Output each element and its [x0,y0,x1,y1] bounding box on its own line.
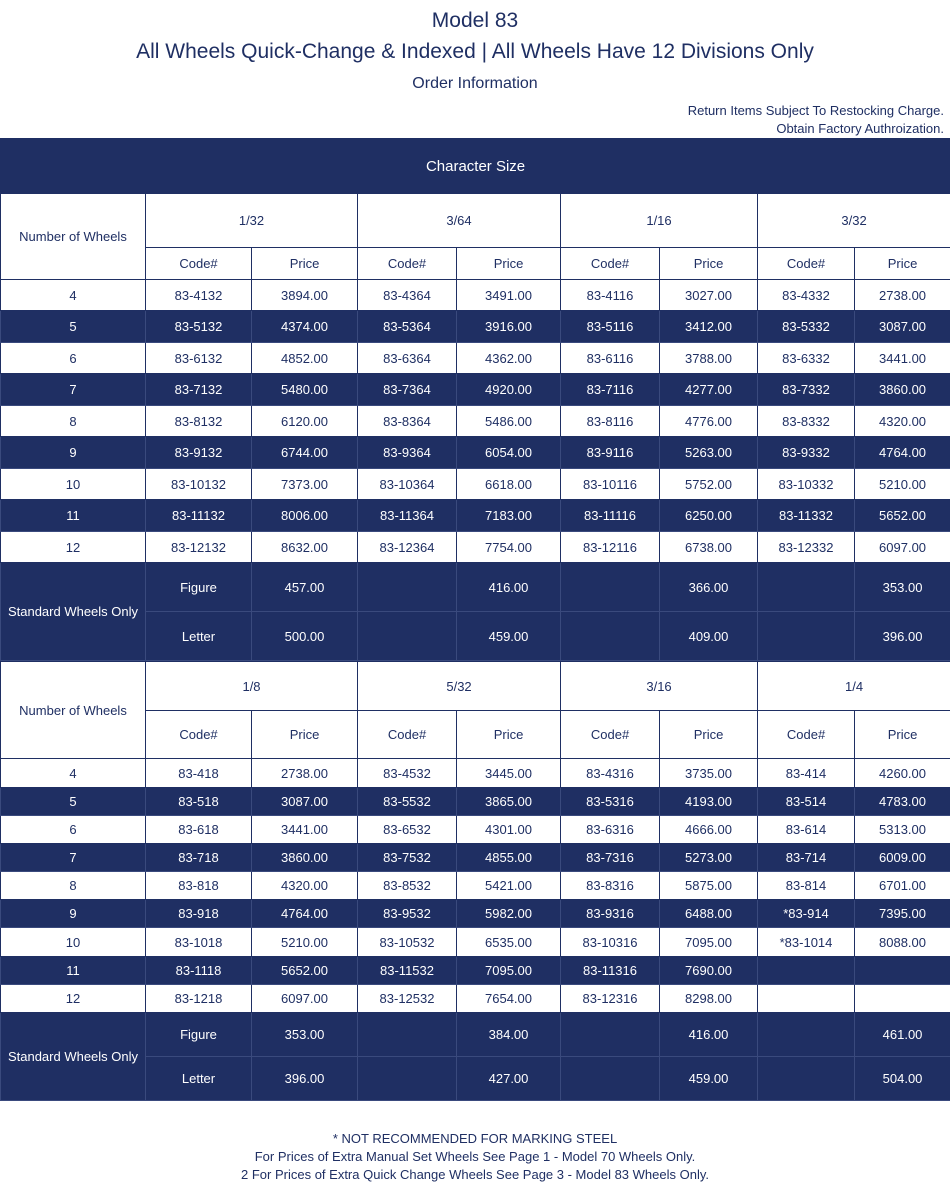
price-column-header: Price [252,711,358,759]
wheel-count-cell: 6 [1,816,146,844]
price-table-large-sizes [0,661,950,1101]
price-cell: 6744.00 [252,437,358,469]
price-cell: 5210.00 [855,469,950,500]
code-cell: 83-9332 [758,437,855,469]
table-row [1,343,950,374]
code-cell: 83-6364 [358,343,457,374]
blank-cell [358,1013,457,1057]
table-row [1,900,950,928]
table-row [1,374,950,406]
code-cell: 83-5316 [561,788,660,816]
code-cell: 83-6116 [561,343,660,374]
code-cell: 83-514 [758,788,855,816]
price-cell: 7373.00 [252,469,358,500]
page-title: Model 83 [431,9,519,32]
table-row [1,957,950,985]
wheel-count-cell: 8 [1,406,146,437]
price-cell: 6097.00 [855,532,950,563]
code-column-header: Code# [758,711,855,759]
price-cell: 5273.00 [660,844,758,872]
code-cell: 83-618 [146,816,252,844]
size-header-row [1,662,950,711]
wheel-count-cell: 6 [1,343,146,374]
price-column-header: Price [252,248,358,280]
code-cell: 83-7116 [561,374,660,406]
character-size-row [1,139,950,194]
letter-price-cell: 459.00 [660,1057,758,1101]
wheel-count-cell: 4 [1,759,146,788]
code-cell: 83-1018 [146,928,252,957]
table-row [1,437,950,469]
price-cell: 6250.00 [660,500,758,532]
blank-cell [758,612,855,661]
wheel-count-cell: 5 [1,788,146,816]
code-cell: 83-5532 [358,788,457,816]
table-row [1,844,950,872]
price-column-header: Price [855,248,950,280]
code-cell: 83-11116 [561,500,660,532]
figure-price-cell: 461.00 [855,1013,950,1057]
price-cell: 5480.00 [252,374,358,406]
price-cell: 3860.00 [855,374,950,406]
price-cell: 4320.00 [855,406,950,437]
code-cell: 83-7332 [758,374,855,406]
blank-cell [758,563,855,612]
price-cell: 3441.00 [855,343,950,374]
price-cell: 3491.00 [457,280,561,311]
code-cell: 83-7364 [358,374,457,406]
code-column-header: Code# [146,248,252,280]
letter-price-cell: 409.00 [660,612,758,661]
price-cell: 4320.00 [252,872,358,900]
table-row [1,406,950,437]
blank-cell [358,1057,457,1101]
price-cell: 8632.00 [252,532,358,563]
letter-price-cell: 427.00 [457,1057,561,1101]
wheel-count-cell: 5 [1,311,146,343]
price-cell: 6009.00 [855,844,950,872]
price-cell: 5313.00 [855,816,950,844]
code-cell: *83-1014 [758,928,855,957]
price-cell: 4855.00 [457,844,561,872]
restocking-note: Return Items Subject To Restocking Charge. [687,103,944,118]
number-of-wheels-header: Number of Wheels [1,662,146,759]
code-cell: 83-5364 [358,311,457,343]
code-cell: 83-4532 [358,759,457,788]
authorization-note: Obtain Factory Authroization. [776,121,944,136]
code-cell: 83-614 [758,816,855,844]
code-cell: 83-4316 [561,759,660,788]
price-cell: 6535.00 [457,928,561,957]
code-cell: 83-11316 [561,957,660,985]
price-cell: 4374.00 [252,311,358,343]
code-cell: 83-8316 [561,872,660,900]
price-cell: 3865.00 [457,788,561,816]
price-cell: 4920.00 [457,374,561,406]
code-cell: 83-10364 [358,469,457,500]
code-column-header: Code# [358,248,457,280]
blank-cell [358,563,457,612]
code-cell: 83-418 [146,759,252,788]
code-cell: 83-6532 [358,816,457,844]
code-cell: 83-12532 [358,985,457,1013]
code-cell: 83-9316 [561,900,660,928]
blank-cell [758,1013,855,1057]
code-cell: 83-4116 [561,280,660,311]
price-cell: 8088.00 [855,928,950,957]
price-table-small-sizes [0,138,950,661]
size-header: 1/32 [146,194,358,248]
price-cell: 4764.00 [855,437,950,469]
table-row [1,759,950,788]
wheel-count-cell: 12 [1,985,146,1013]
table-row [1,532,950,563]
code-cell: 83-8116 [561,406,660,437]
price-cell: 3788.00 [660,343,758,374]
size-header: 1/4 [758,662,950,711]
code-cell: 83-7316 [561,844,660,872]
number-of-wheels-header: Number of Wheels [1,194,146,280]
wheel-count-cell: 10 [1,928,146,957]
size-header: 1/16 [561,194,758,248]
price-cell: 3916.00 [457,311,561,343]
price-cell: 6738.00 [660,532,758,563]
code-cell: 83-10332 [758,469,855,500]
price-cell: 5486.00 [457,406,561,437]
price-cell: 4776.00 [660,406,758,437]
footer-quick-change-note: 2 For Prices of Extra Quick Change Wheels See Page 3 - Model 83 Wheels Only. [241,1167,709,1182]
price-column-header: Price [457,248,561,280]
code-column-header: Code# [561,711,660,759]
price-cell: 7690.00 [660,957,758,985]
wheel-count-cell: 7 [1,374,146,406]
price-cell: 3441.00 [252,816,358,844]
price-cell: 5875.00 [660,872,758,900]
table-row [1,469,950,500]
price-cell: 5752.00 [660,469,758,500]
code-cell: 83-6332 [758,343,855,374]
code-cell: 83-9364 [358,437,457,469]
blank-cell [358,612,457,661]
wheel-count-cell: 11 [1,500,146,532]
code-cell: 83-11364 [358,500,457,532]
code-cell: *83-914 [758,900,855,928]
size-header-row [1,194,950,248]
code-cell: 83-814 [758,872,855,900]
code-cell: 83-10532 [358,928,457,957]
price-cell: 3087.00 [855,311,950,343]
price-cell: 8298.00 [660,985,758,1013]
code-cell: 83-10132 [146,469,252,500]
standard-figure-row [1,1013,950,1057]
blank-cell [561,563,660,612]
letter-label: Letter [146,612,252,661]
blank-cell [561,612,660,661]
standard-figure-row [1,563,950,612]
code-cell: 83-5332 [758,311,855,343]
letter-label: Letter [146,1057,252,1101]
code-cell: 83-818 [146,872,252,900]
code-cell: 83-12364 [358,532,457,563]
code-cell: 83-9116 [561,437,660,469]
wheel-count-cell: 8 [1,872,146,900]
price-cell: 7395.00 [855,900,950,928]
wheel-count-cell: 9 [1,900,146,928]
code-cell: 83-10116 [561,469,660,500]
price-cell: 6618.00 [457,469,561,500]
letter-price-cell: 500.00 [252,612,358,661]
price-cell: 5652.00 [855,500,950,532]
wheel-count-cell: 12 [1,532,146,563]
code-cell: 83-9132 [146,437,252,469]
code-cell: 83-12332 [758,532,855,563]
table-row [1,280,950,311]
price-cell: 4362.00 [457,343,561,374]
code-cell: 83-714 [758,844,855,872]
code-cell: 83-11332 [758,500,855,532]
price-column-header: Price [660,711,758,759]
code-cell [758,985,855,1013]
figure-price-cell: 353.00 [252,1013,358,1057]
code-cell: 83-918 [146,900,252,928]
price-cell: 4260.00 [855,759,950,788]
price-cell: 5982.00 [457,900,561,928]
figure-price-cell: 416.00 [660,1013,758,1057]
price-cell: 5263.00 [660,437,758,469]
price-cell: 3860.00 [252,844,358,872]
price-cell: 4193.00 [660,788,758,816]
footer-steel-note: * NOT RECOMMENDED FOR MARKING STEEL [332,1131,618,1146]
figure-price-cell: 416.00 [457,563,561,612]
table-row [1,788,950,816]
price-cell: 2738.00 [855,280,950,311]
code-cell: 83-1118 [146,957,252,985]
wheel-count-cell: 11 [1,957,146,985]
price-cell: 4764.00 [252,900,358,928]
size-header: 3/64 [358,194,561,248]
table-row [1,816,950,844]
figure-label: Figure [146,1013,252,1057]
price-cell [855,985,950,1013]
code-column-header: Code# [358,711,457,759]
size-header: 1/8 [146,662,358,711]
price-cell: 6488.00 [660,900,758,928]
price-cell: 7095.00 [457,957,561,985]
price-cell: 4852.00 [252,343,358,374]
blank-cell [561,1057,660,1101]
code-cell: 83-4364 [358,280,457,311]
blank-cell [561,1013,660,1057]
standard-wheels-label: Standard Wheels Only [1,1013,146,1101]
size-header: 3/16 [561,662,758,711]
price-cell: 7754.00 [457,532,561,563]
code-cell: 83-4332 [758,280,855,311]
table-row [1,311,950,343]
code-cell: 83-5116 [561,311,660,343]
code-cell: 83-6132 [146,343,252,374]
figure-price-cell: 366.00 [660,563,758,612]
page-subtitle: All Wheels Quick-Change & Indexed | All Wheels Have 12 Divisions Only [136,40,814,63]
price-cell: 4301.00 [457,816,561,844]
code-cell: 83-12316 [561,985,660,1013]
price-cell: 6097.00 [252,985,358,1013]
price-cell: 3445.00 [457,759,561,788]
code-cell: 83-8364 [358,406,457,437]
price-cell: 5421.00 [457,872,561,900]
price-cell: 3735.00 [660,759,758,788]
price-cell: 5210.00 [252,928,358,957]
wheel-count-cell: 10 [1,469,146,500]
letter-price-cell: 459.00 [457,612,561,661]
price-cell: 6054.00 [457,437,561,469]
table-row [1,985,950,1013]
price-column-header: Price [855,711,950,759]
price-cell: 3087.00 [252,788,358,816]
figure-price-cell: 384.00 [457,1013,561,1057]
code-cell: 83-414 [758,759,855,788]
code-column-header: Code# [758,248,855,280]
price-cell: 3412.00 [660,311,758,343]
price-cell: 8006.00 [252,500,358,532]
code-cell: 83-12132 [146,532,252,563]
section-title: Order Information [412,75,538,92]
code-cell: 83-11132 [146,500,252,532]
wheel-count-cell: 7 [1,844,146,872]
code-cell: 83-8132 [146,406,252,437]
code-cell: 83-718 [146,844,252,872]
code-cell [758,957,855,985]
character-size-header: Character Size [1,139,950,194]
figure-price-cell: 353.00 [855,563,950,612]
figure-label: Figure [146,563,252,612]
table-row [1,928,950,957]
blank-cell [758,1057,855,1101]
code-cell: 83-6316 [561,816,660,844]
figure-price-cell: 457.00 [252,563,358,612]
wheel-count-cell: 9 [1,437,146,469]
code-cell: 83-1218 [146,985,252,1013]
code-column-header: Code# [146,711,252,759]
size-header: 3/32 [758,194,950,248]
code-cell: 83-8332 [758,406,855,437]
price-cell: 4666.00 [660,816,758,844]
table-row [1,872,950,900]
code-cell: 83-4132 [146,280,252,311]
price-cell: 6120.00 [252,406,358,437]
price-cell: 7654.00 [457,985,561,1013]
table-row [1,500,950,532]
letter-price-cell: 396.00 [855,612,950,661]
price-column-header: Price [457,711,561,759]
size-header: 5/32 [358,662,561,711]
code-cell: 83-10316 [561,928,660,957]
footer-manual-wheels-note: For Prices of Extra Manual Set Wheels See Page 1 - Model 70 Wheels Only. [254,1149,696,1164]
code-cell: 83-7132 [146,374,252,406]
wheel-count-cell: 4 [1,280,146,311]
code-cell: 83-11532 [358,957,457,985]
code-cell: 83-12116 [561,532,660,563]
code-cell: 83-8532 [358,872,457,900]
price-cell [855,957,950,985]
letter-price-cell: 396.00 [252,1057,358,1101]
price-cell: 2738.00 [252,759,358,788]
price-cell: 3894.00 [252,280,358,311]
price-cell: 7183.00 [457,500,561,532]
code-cell: 83-5132 [146,311,252,343]
price-cell: 4783.00 [855,788,950,816]
price-cell: 4277.00 [660,374,758,406]
price-column-header: Price [660,248,758,280]
price-cell: 7095.00 [660,928,758,957]
code-cell: 83-9532 [358,900,457,928]
price-cell: 3027.00 [660,280,758,311]
code-cell: 83-518 [146,788,252,816]
code-column-header: Code# [561,248,660,280]
letter-price-cell: 504.00 [855,1057,950,1101]
price-cell: 6701.00 [855,872,950,900]
price-cell: 5652.00 [252,957,358,985]
code-cell: 83-7532 [358,844,457,872]
standard-wheels-label: Standard Wheels Only [1,563,146,661]
